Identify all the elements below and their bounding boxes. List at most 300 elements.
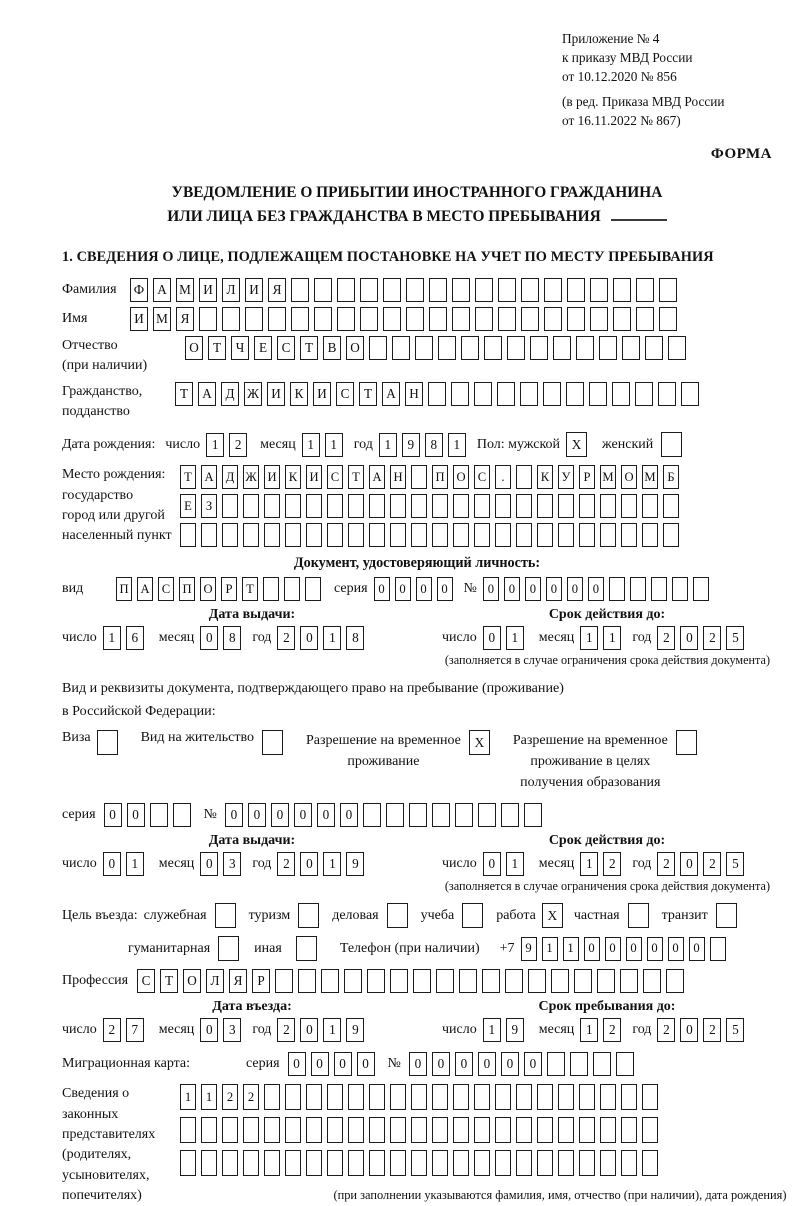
form-cell[interactable] — [676, 730, 697, 755]
form-cell[interactable] — [245, 307, 263, 331]
form-cell[interactable]: 0 — [294, 803, 312, 827]
form-cell[interactable] — [642, 494, 658, 518]
form-cell[interactable]: 0 — [200, 1018, 218, 1042]
form-cell[interactable]: 3 — [223, 852, 241, 876]
form-cell[interactable] — [672, 577, 688, 601]
form-cell[interactable] — [348, 1150, 364, 1176]
form-cell[interactable] — [369, 1150, 385, 1176]
form-cell[interactable]: 5 — [726, 626, 744, 650]
form-cell[interactable] — [314, 278, 332, 302]
form-cell[interactable] — [600, 523, 616, 547]
form-cell[interactable] — [659, 278, 677, 302]
form-cell[interactable]: Я — [229, 969, 247, 993]
form-cell[interactable] — [574, 969, 592, 993]
form-cell[interactable] — [537, 523, 553, 547]
form-cell[interactable]: 1 — [542, 937, 558, 961]
form-cell[interactable]: Я — [176, 307, 194, 331]
form-cell[interactable]: 1 — [180, 1084, 196, 1110]
form-cell[interactable]: Р — [579, 465, 595, 489]
form-cell[interactable] — [453, 1084, 469, 1110]
form-cell[interactable] — [621, 523, 637, 547]
form-cell[interactable] — [284, 577, 300, 601]
form-cell[interactable]: С — [336, 382, 354, 406]
form-cell[interactable]: 1 — [506, 626, 524, 650]
form-cell[interactable] — [360, 307, 378, 331]
form-cell[interactable]: К — [537, 465, 553, 489]
form-cell[interactable]: 0 — [524, 1052, 542, 1076]
form-cell[interactable] — [663, 494, 679, 518]
form-cell[interactable] — [475, 307, 493, 331]
form-cell[interactable] — [348, 523, 364, 547]
form-cell[interactable]: Ж — [244, 382, 262, 406]
form-cell[interactable] — [558, 1084, 574, 1110]
form-cell[interactable] — [387, 903, 408, 928]
form-cell[interactable] — [406, 278, 424, 302]
form-cell[interactable] — [348, 494, 364, 518]
form-cell[interactable]: 1 — [448, 433, 466, 457]
form-cell[interactable] — [551, 969, 569, 993]
form-cell[interactable] — [482, 969, 500, 993]
form-cell[interactable] — [495, 494, 511, 518]
form-cell[interactable] — [501, 803, 519, 827]
form-cell[interactable]: Т — [242, 577, 258, 601]
form-cell[interactable] — [498, 278, 516, 302]
form-cell[interactable] — [262, 730, 283, 755]
form-cell[interactable]: Т — [300, 336, 318, 360]
form-cell[interactable] — [651, 577, 667, 601]
form-cell[interactable] — [516, 1150, 532, 1176]
form-cell[interactable]: В — [323, 336, 341, 360]
form-cell[interactable]: 1 — [323, 626, 341, 650]
form-cell[interactable] — [314, 307, 332, 331]
form-cell[interactable]: И — [245, 278, 263, 302]
form-cell[interactable]: 0 — [478, 1052, 496, 1076]
form-cell[interactable] — [474, 494, 490, 518]
form-cell[interactable] — [579, 494, 595, 518]
form-cell[interactable]: X — [542, 903, 563, 928]
form-cell[interactable] — [609, 577, 625, 601]
form-cell[interactable]: 0 — [395, 577, 411, 601]
form-cell[interactable]: 8 — [425, 433, 443, 457]
form-cell[interactable] — [432, 1117, 448, 1143]
form-cell[interactable] — [474, 1084, 490, 1110]
form-cell[interactable] — [553, 336, 571, 360]
form-cell[interactable] — [521, 307, 539, 331]
form-cell[interactable] — [600, 494, 616, 518]
form-cell[interactable] — [495, 1150, 511, 1176]
form-cell[interactable]: А — [153, 278, 171, 302]
form-cell[interactable] — [645, 336, 663, 360]
form-cell[interactable]: 1 — [506, 852, 524, 876]
form-cell[interactable]: А — [201, 465, 217, 489]
form-cell[interactable]: 1 — [379, 433, 397, 457]
form-cell[interactable]: С — [137, 969, 155, 993]
form-cell[interactable]: X — [566, 432, 587, 457]
form-cell[interactable] — [579, 1150, 595, 1176]
form-cell[interactable]: У — [558, 465, 574, 489]
form-cell[interactable]: 5 — [726, 852, 744, 876]
form-cell[interactable] — [383, 307, 401, 331]
form-cell[interactable]: 0 — [248, 803, 266, 827]
form-cell[interactable]: Т — [160, 969, 178, 993]
form-cell[interactable] — [97, 730, 118, 755]
form-cell[interactable] — [327, 1117, 343, 1143]
form-cell[interactable] — [452, 307, 470, 331]
form-cell[interactable]: 9 — [521, 937, 537, 961]
form-cell[interactable] — [369, 1084, 385, 1110]
form-cell[interactable]: 0 — [647, 937, 663, 961]
form-cell[interactable]: Б — [663, 465, 679, 489]
form-cell[interactable] — [243, 494, 259, 518]
form-cell[interactable] — [173, 803, 191, 827]
form-cell[interactable] — [390, 1150, 406, 1176]
form-cell[interactable]: 9 — [346, 852, 364, 876]
form-cell[interactable] — [321, 969, 339, 993]
form-cell[interactable] — [306, 523, 322, 547]
form-cell[interactable] — [369, 336, 387, 360]
form-cell[interactable]: Ф — [130, 278, 148, 302]
form-cell[interactable] — [658, 382, 676, 406]
form-cell[interactable] — [264, 1084, 280, 1110]
form-cell[interactable] — [621, 494, 637, 518]
form-cell[interactable]: П — [179, 577, 195, 601]
form-cell[interactable] — [369, 494, 385, 518]
form-cell[interactable]: О — [183, 969, 201, 993]
form-cell[interactable]: 9 — [402, 433, 420, 457]
form-cell[interactable] — [567, 307, 585, 331]
form-cell[interactable] — [367, 969, 385, 993]
form-cell[interactable]: 0 — [104, 803, 122, 827]
form-cell[interactable] — [180, 1117, 196, 1143]
form-cell[interactable] — [285, 1150, 301, 1176]
form-cell[interactable]: О — [185, 336, 203, 360]
form-cell[interactable] — [516, 465, 532, 489]
form-cell[interactable]: Д — [221, 382, 239, 406]
form-cell[interactable]: 8 — [346, 626, 364, 650]
form-cell[interactable] — [558, 523, 574, 547]
form-cell[interactable] — [593, 1052, 611, 1076]
form-cell[interactable] — [383, 278, 401, 302]
form-cell[interactable] — [498, 307, 516, 331]
form-cell[interactable] — [693, 577, 709, 601]
form-cell[interactable] — [306, 1117, 322, 1143]
form-cell[interactable] — [411, 1150, 427, 1176]
form-cell[interactable]: 3 — [223, 1018, 241, 1042]
form-cell[interactable] — [462, 903, 483, 928]
form-cell[interactable] — [558, 494, 574, 518]
form-cell[interactable] — [327, 1150, 343, 1176]
form-cell[interactable] — [298, 969, 316, 993]
form-cell[interactable]: Л — [222, 278, 240, 302]
form-cell[interactable] — [642, 523, 658, 547]
form-cell[interactable]: Я — [268, 278, 286, 302]
form-cell[interactable] — [570, 1052, 588, 1076]
form-cell[interactable]: М — [600, 465, 616, 489]
form-cell[interactable]: 2 — [703, 852, 721, 876]
form-cell[interactable]: А — [198, 382, 216, 406]
form-cell[interactable] — [663, 523, 679, 547]
form-cell[interactable] — [543, 382, 561, 406]
form-cell[interactable]: 2 — [657, 852, 675, 876]
form-cell[interactable]: 0 — [483, 626, 501, 650]
form-cell[interactable]: С — [474, 465, 490, 489]
form-cell[interactable]: 2 — [243, 1084, 259, 1110]
form-cell[interactable] — [497, 382, 515, 406]
form-cell[interactable] — [566, 382, 584, 406]
form-cell[interactable] — [432, 1150, 448, 1176]
form-cell[interactable]: 1 — [206, 433, 224, 457]
form-cell[interactable] — [390, 1084, 406, 1110]
form-cell[interactable]: 2 — [277, 852, 295, 876]
form-cell[interactable]: О — [453, 465, 469, 489]
form-cell[interactable]: Т — [359, 382, 377, 406]
form-cell[interactable] — [337, 278, 355, 302]
form-cell[interactable]: 5 — [726, 1018, 744, 1042]
form-cell[interactable] — [411, 1084, 427, 1110]
form-cell[interactable] — [432, 1084, 448, 1110]
form-cell[interactable] — [716, 903, 737, 928]
form-cell[interactable] — [621, 1084, 637, 1110]
form-cell[interactable]: 0 — [271, 803, 289, 827]
form-cell[interactable]: Н — [405, 382, 423, 406]
form-cell[interactable] — [429, 307, 447, 331]
form-cell[interactable] — [298, 903, 319, 928]
form-cell[interactable]: М — [153, 307, 171, 331]
form-cell[interactable]: 2 — [103, 1018, 121, 1042]
form-cell[interactable] — [453, 494, 469, 518]
form-cell[interactable] — [475, 278, 493, 302]
form-cell[interactable] — [612, 382, 630, 406]
form-cell[interactable]: 0 — [680, 626, 698, 650]
form-cell[interactable] — [344, 969, 362, 993]
form-cell[interactable]: Е — [254, 336, 272, 360]
form-cell[interactable]: Н — [390, 465, 406, 489]
form-cell[interactable] — [589, 382, 607, 406]
form-cell[interactable] — [474, 1117, 490, 1143]
form-cell[interactable] — [710, 937, 726, 961]
form-cell[interactable] — [432, 523, 448, 547]
form-cell[interactable]: 0 — [668, 937, 684, 961]
form-cell[interactable] — [327, 494, 343, 518]
form-cell[interactable]: 1 — [323, 1018, 341, 1042]
form-cell[interactable]: 0 — [437, 577, 453, 601]
form-cell[interactable] — [524, 803, 542, 827]
form-cell[interactable] — [544, 278, 562, 302]
form-cell[interactable] — [243, 523, 259, 547]
form-cell[interactable]: И — [199, 278, 217, 302]
form-cell[interactable] — [369, 523, 385, 547]
form-cell[interactable] — [222, 1150, 238, 1176]
form-cell[interactable]: Т — [348, 465, 364, 489]
form-cell[interactable]: 0 — [340, 803, 358, 827]
form-cell[interactable]: 1 — [580, 852, 598, 876]
form-cell[interactable]: 0 — [689, 937, 705, 961]
form-cell[interactable]: П — [116, 577, 132, 601]
form-cell[interactable] — [268, 307, 286, 331]
form-cell[interactable] — [409, 803, 427, 827]
form-cell[interactable] — [461, 336, 479, 360]
form-cell[interactable] — [547, 1052, 565, 1076]
form-cell[interactable] — [222, 307, 240, 331]
form-cell[interactable]: 2 — [657, 626, 675, 650]
form-cell[interactable] — [222, 494, 238, 518]
form-cell[interactable] — [452, 278, 470, 302]
form-cell[interactable] — [537, 494, 553, 518]
form-cell[interactable] — [305, 577, 321, 601]
form-cell[interactable] — [495, 1084, 511, 1110]
form-cell[interactable]: 8 — [223, 626, 241, 650]
form-cell[interactable] — [590, 307, 608, 331]
form-cell[interactable]: М — [176, 278, 194, 302]
form-cell[interactable]: 1 — [603, 626, 621, 650]
form-cell[interactable] — [180, 523, 196, 547]
form-cell[interactable]: 0 — [288, 1052, 306, 1076]
form-cell[interactable]: 0 — [200, 852, 218, 876]
form-cell[interactable] — [348, 1084, 364, 1110]
form-cell[interactable] — [521, 278, 539, 302]
form-cell[interactable]: 0 — [584, 937, 600, 961]
form-cell[interactable] — [590, 278, 608, 302]
form-cell[interactable] — [600, 1084, 616, 1110]
form-cell[interactable] — [180, 1150, 196, 1176]
form-cell[interactable]: О — [621, 465, 637, 489]
form-cell[interactable] — [222, 523, 238, 547]
form-cell[interactable] — [495, 1117, 511, 1143]
form-cell[interactable] — [567, 278, 585, 302]
form-cell[interactable]: 0 — [432, 1052, 450, 1076]
form-cell[interactable] — [666, 969, 684, 993]
form-cell[interactable] — [369, 1117, 385, 1143]
form-cell[interactable] — [681, 382, 699, 406]
form-cell[interactable] — [537, 1117, 553, 1143]
form-cell[interactable] — [642, 1150, 658, 1176]
form-cell[interactable]: 0 — [103, 852, 121, 876]
form-cell[interactable]: 1 — [201, 1084, 217, 1110]
form-cell[interactable] — [451, 382, 469, 406]
form-cell[interactable]: Д — [222, 465, 238, 489]
form-cell[interactable] — [296, 936, 317, 961]
form-cell[interactable] — [413, 969, 431, 993]
form-cell[interactable]: Т — [175, 382, 193, 406]
form-cell[interactable]: . — [495, 465, 511, 489]
form-cell[interactable] — [600, 1117, 616, 1143]
form-cell[interactable] — [668, 336, 686, 360]
form-cell[interactable] — [201, 1150, 217, 1176]
form-cell[interactable] — [411, 465, 427, 489]
form-cell[interactable] — [390, 494, 406, 518]
form-cell[interactable] — [505, 969, 523, 993]
form-cell[interactable] — [285, 1117, 301, 1143]
form-cell[interactable] — [495, 523, 511, 547]
form-cell[interactable]: 7 — [126, 1018, 144, 1042]
form-cell[interactable]: 1 — [323, 852, 341, 876]
form-cell[interactable]: 0 — [300, 1018, 318, 1042]
form-cell[interactable] — [537, 1150, 553, 1176]
form-cell[interactable] — [642, 1117, 658, 1143]
form-cell[interactable] — [327, 1084, 343, 1110]
form-cell[interactable]: 2 — [603, 852, 621, 876]
form-cell[interactable]: 1 — [580, 626, 598, 650]
form-cell[interactable] — [544, 307, 562, 331]
form-cell[interactable] — [630, 577, 646, 601]
form-cell[interactable] — [579, 1084, 595, 1110]
form-cell[interactable] — [429, 278, 447, 302]
form-cell[interactable]: Ж — [243, 465, 259, 489]
form-cell[interactable]: 0 — [374, 577, 390, 601]
form-cell[interactable]: 0 — [455, 1052, 473, 1076]
form-cell[interactable] — [459, 969, 477, 993]
form-cell[interactable] — [390, 1117, 406, 1143]
form-cell[interactable] — [516, 1117, 532, 1143]
form-cell[interactable] — [386, 803, 404, 827]
form-cell[interactable] — [453, 523, 469, 547]
form-cell[interactable]: 2 — [222, 1084, 238, 1110]
form-cell[interactable] — [599, 336, 617, 360]
form-cell[interactable]: 1 — [325, 433, 343, 457]
form-cell[interactable]: 9 — [506, 1018, 524, 1042]
form-cell[interactable]: 0 — [483, 852, 501, 876]
form-cell[interactable] — [558, 1150, 574, 1176]
form-cell[interactable] — [306, 494, 322, 518]
form-cell[interactable] — [337, 307, 355, 331]
form-cell[interactable] — [661, 432, 682, 457]
form-cell[interactable] — [478, 803, 496, 827]
form-cell[interactable] — [275, 969, 293, 993]
form-cell[interactable]: И — [313, 382, 331, 406]
form-cell[interactable]: 2 — [703, 626, 721, 650]
form-cell[interactable]: 0 — [357, 1052, 375, 1076]
form-cell[interactable]: А — [137, 577, 153, 601]
form-cell[interactable]: С — [158, 577, 174, 601]
form-cell[interactable]: 2 — [277, 626, 295, 650]
form-cell[interactable] — [530, 336, 548, 360]
form-cell[interactable] — [243, 1117, 259, 1143]
form-cell[interactable]: С — [277, 336, 295, 360]
form-cell[interactable]: 0 — [567, 577, 583, 601]
form-cell[interactable]: Ч — [231, 336, 249, 360]
form-cell[interactable]: О — [346, 336, 364, 360]
form-cell[interactable] — [411, 1117, 427, 1143]
form-cell[interactable] — [453, 1150, 469, 1176]
form-cell[interactable] — [600, 1150, 616, 1176]
form-cell[interactable] — [613, 278, 631, 302]
form-cell[interactable] — [432, 803, 450, 827]
form-cell[interactable] — [415, 336, 433, 360]
form-cell[interactable]: Р — [252, 969, 270, 993]
form-cell[interactable]: 0 — [300, 852, 318, 876]
form-cell[interactable]: 0 — [546, 577, 562, 601]
form-cell[interactable]: Е — [180, 494, 196, 518]
form-cell[interactable]: 6 — [126, 626, 144, 650]
form-cell[interactable] — [291, 307, 309, 331]
form-cell[interactable]: 1 — [302, 433, 320, 457]
form-cell[interactable]: К — [290, 382, 308, 406]
form-cell[interactable]: 0 — [680, 852, 698, 876]
form-cell[interactable] — [438, 336, 456, 360]
form-cell[interactable] — [363, 803, 381, 827]
form-cell[interactable]: 0 — [680, 1018, 698, 1042]
form-cell[interactable]: 1 — [103, 626, 121, 650]
form-cell[interactable] — [474, 382, 492, 406]
form-cell[interactable]: И — [267, 382, 285, 406]
form-cell[interactable] — [285, 1084, 301, 1110]
form-cell[interactable] — [516, 1084, 532, 1110]
form-cell[interactable] — [411, 523, 427, 547]
form-cell[interactable] — [215, 903, 236, 928]
form-cell[interactable]: 0 — [334, 1052, 352, 1076]
form-cell[interactable]: П — [432, 465, 448, 489]
form-cell[interactable]: М — [642, 465, 658, 489]
